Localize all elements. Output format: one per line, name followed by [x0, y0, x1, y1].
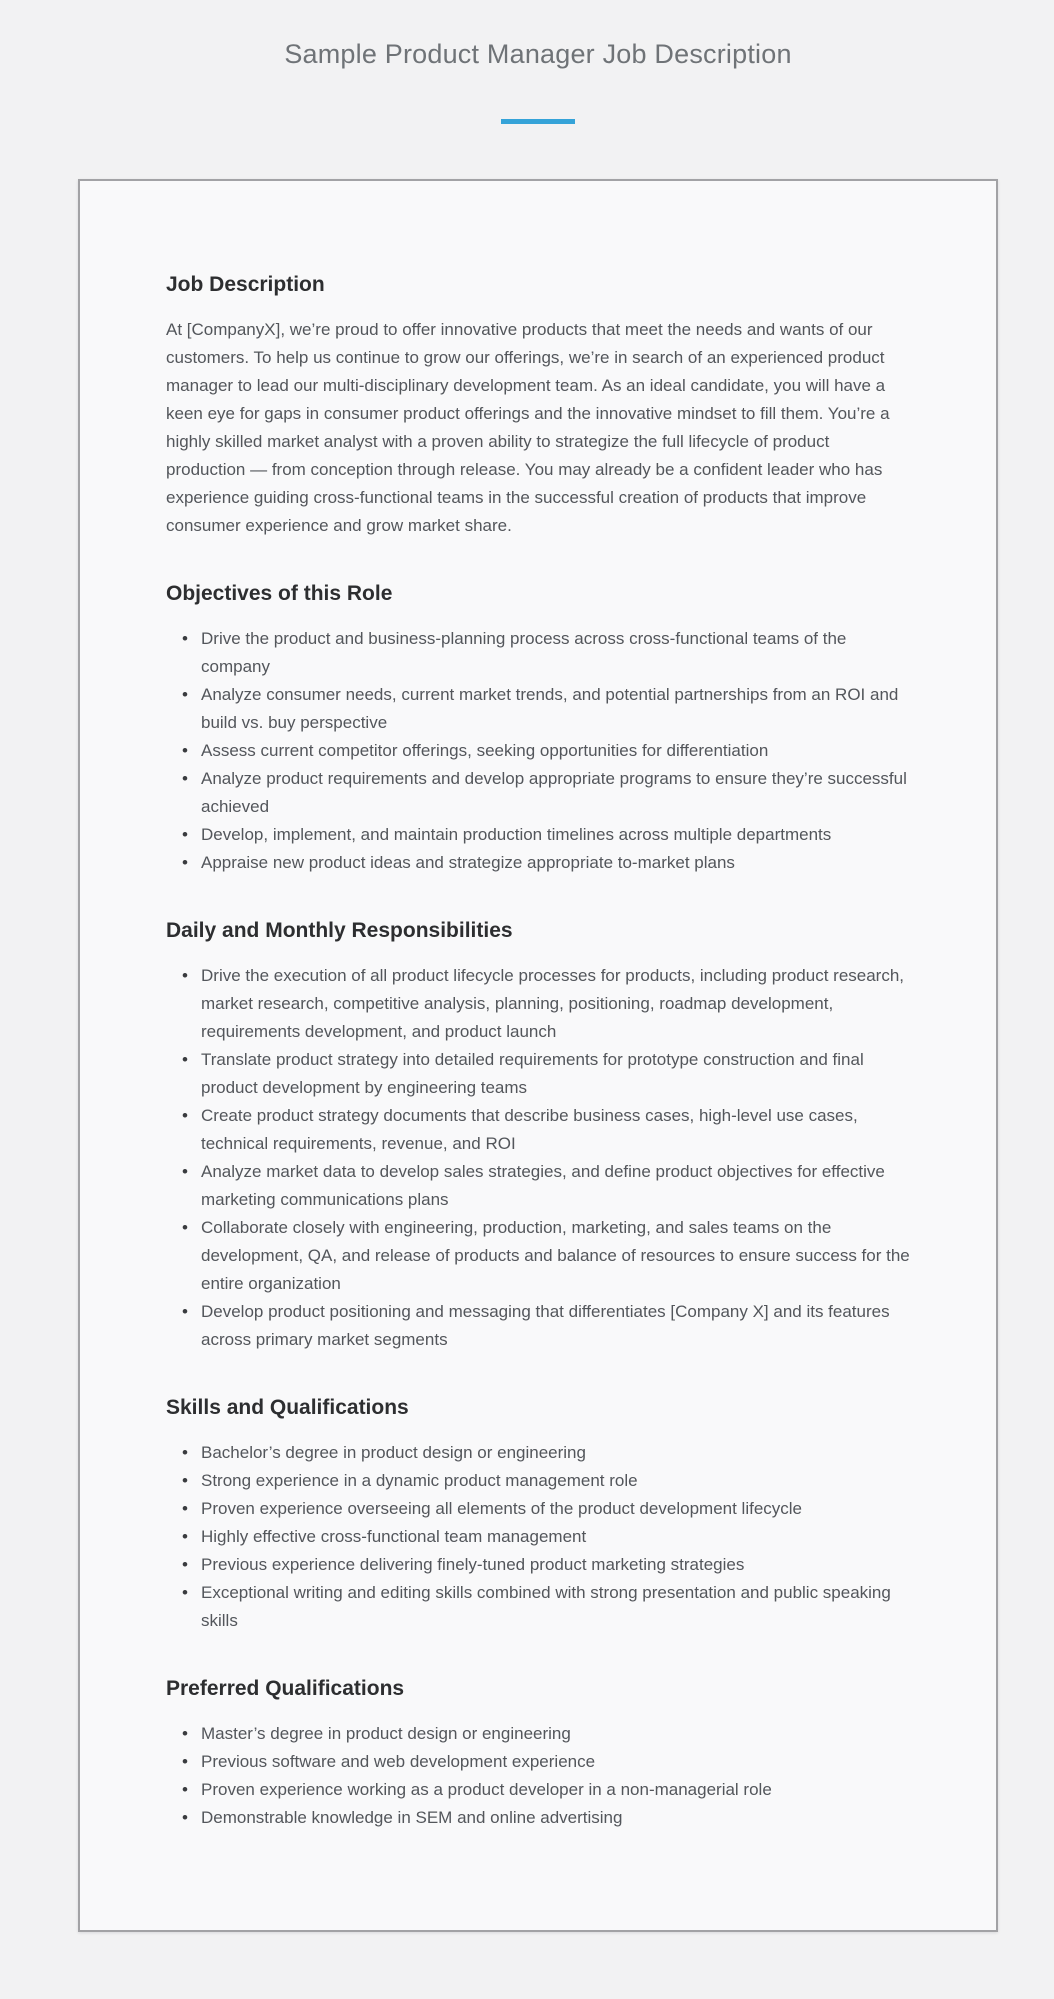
list-item: • Analyze market data to develop sales strategies, and define product objectives for effective marketing communications plans [166, 1158, 910, 1214]
job-section [166, 271, 910, 540]
list-item: • Master’s degree in product design or engineering [166, 1720, 910, 1748]
list-item: • Proven experience working as a product developer in a non-managerial role [166, 1776, 910, 1804]
list-item: • Strong experience in a dynamic product management role [166, 1467, 910, 1495]
section-list [166, 1439, 910, 1635]
document-card [78, 179, 998, 1932]
job-section [166, 1675, 910, 1832]
list-item: • Analyze consumer needs, current market trends, and potential partnerships from an ROI and build vs. buy perspective [166, 681, 910, 737]
section-paragraph: At [CompanyX], we’re proud to offer innovative products that meet the needs and wants of our customers. To help us continue to grow our offerings, we’re in search of an experienced product manager to lead our multi-disciplinary development team. As an ideal candidate, you will have a keen eye for gaps in consumer product offerings and the innovative mindset to fill them. You’re a highly skilled market analyst with a proven ability to strategize the full lifecycle of product production — from conception through release. You may already be a confident leader who has experience guiding cross-functional teams in the successful creation of products that improve consumer experience and grow market share. [166, 320, 890, 535]
job-section [166, 580, 910, 877]
job-section [166, 917, 910, 1354]
list-item: • Drive the product and business-planning process across cross-functional teams of the company [166, 625, 910, 681]
section-heading: Preferred Qualifications [166, 1677, 405, 1700]
section-list [166, 1720, 910, 1832]
list-item: • Analyze product requirements and develop appropriate programs to ensure they’re successful achieved [166, 765, 910, 821]
section-list [166, 625, 910, 877]
list-item: • Highly effective cross-functional team management [166, 1523, 910, 1551]
list-item: • Previous experience delivering finely-tuned product marketing strategies [166, 1551, 910, 1579]
list-item: • Develop product positioning and messaging that differentiates [Company X] and its features across primary market segments [166, 1298, 910, 1354]
list-item: • Demonstrable knowledge in SEM and online advertising [166, 1804, 910, 1832]
list-item: • Assess current competitor offerings, seeking opportunities for differentiation [166, 737, 910, 765]
list-item: • Previous software and web development experience [166, 1748, 910, 1776]
job-section [166, 1394, 910, 1635]
list-item: • Develop, implement, and maintain production timelines across multiple departments [166, 821, 910, 849]
page-title: Sample Product Manager Job Description [284, 39, 792, 70]
list-item: • Drive the execution of all product lifecycle processes for products, including product research, market research, competitive analysis, planning, positioning, roadmap development, requirements development, and product launch [166, 962, 910, 1046]
list-item: • Create product strategy documents that describe business cases, high-level use cases, technical requirements, revenue, and ROI [166, 1102, 910, 1158]
list-item: • Proven experience overseeing all elements of the product development lifecycle [166, 1495, 910, 1523]
list-item: • Appraise new product ideas and strategize appropriate to-market plans [166, 849, 910, 877]
section-list [166, 962, 910, 1354]
section-heading: Job Description [166, 273, 325, 296]
list-item: • Exceptional writing and editing skills combined with strong presentation and public speaking skills [166, 1579, 910, 1635]
list-item: • Bachelor’s degree in product design or engineering [166, 1439, 910, 1467]
title-divider [501, 119, 575, 124]
list-item: • Translate product strategy into detailed requirements for prototype construction and final product development by engineering teams [166, 1046, 910, 1102]
list-item: • Collaborate closely with engineering, production, marketing, and sales teams on the development, QA, and release of products and balance of resources to ensure success for the entire organization [166, 1214, 910, 1298]
section-heading: Objectives of this Role [166, 582, 393, 605]
section-heading: Skills and Qualifications [166, 1396, 409, 1419]
section-heading: Daily and Monthly Responsibilities [166, 919, 513, 942]
